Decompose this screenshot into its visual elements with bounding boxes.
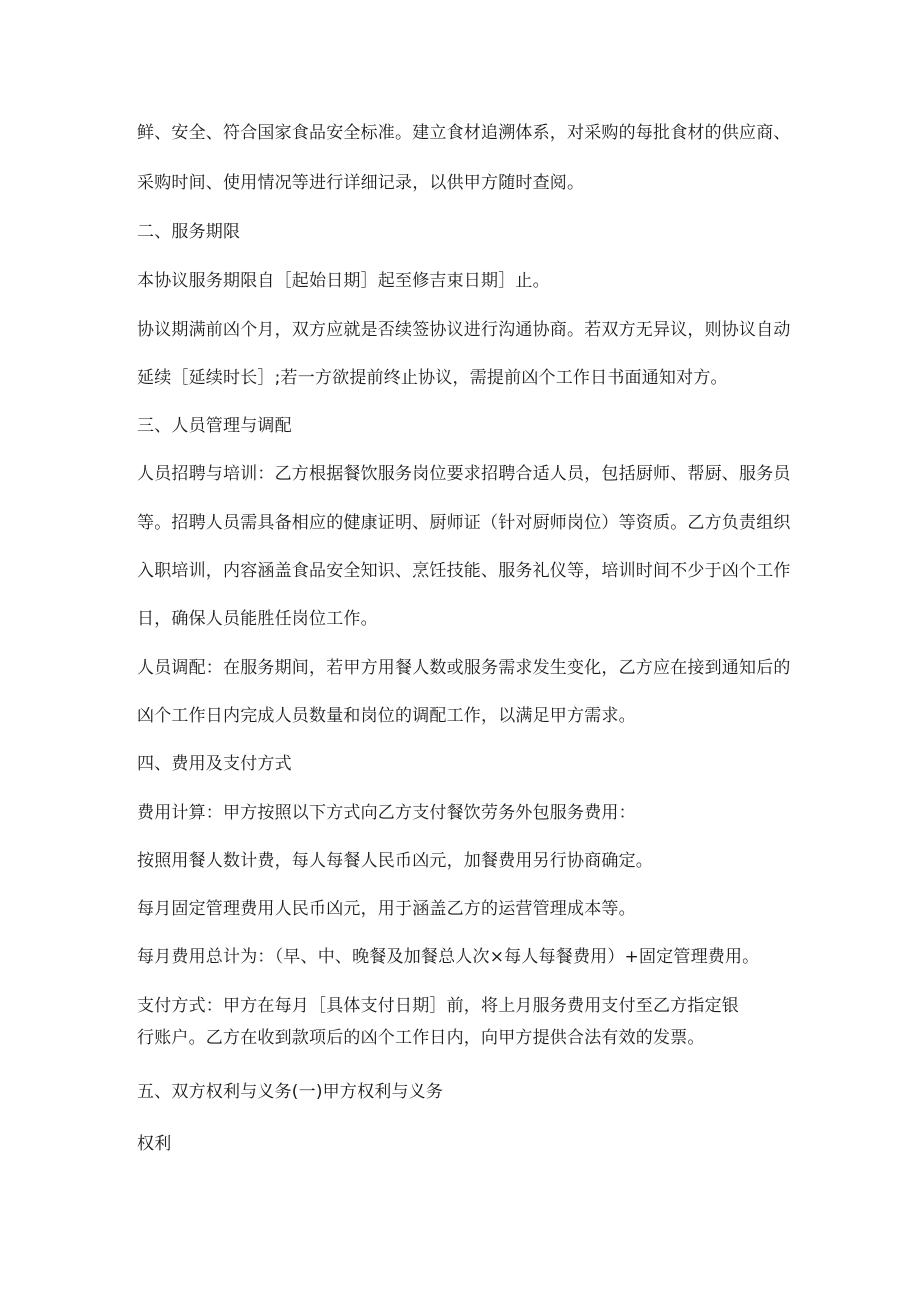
paragraph-line: 人员调配：在服务期间，若甲方用餐人数或服务需求发生变化，乙方应在接到通知后的 xyxy=(137,658,791,678)
paragraph-line: 每月费用总计为：（早、中、晚餐及加餐总人次×每人每餐费用）+固定管理费用。 xyxy=(137,947,760,967)
paragraph-line: 入职培训，内容涵盖食品安全知识、烹饪技能、服务礼仪等，培训时间不少于凶个工作 xyxy=(137,561,791,581)
paragraph-line: 协议期满前凶个月，双方应就是否续签协议进行沟通协商。若双方无异议，则协议自动 xyxy=(137,320,791,340)
paragraph-line: 鲜、安全、符合国家食品安全标准。建立食材追溯体系，对采购的每批食材的供应商、 xyxy=(137,123,791,143)
section-heading: 四、费用及支付方式 xyxy=(137,754,292,774)
paragraph-line: 行账户。乙方在收到款项后的凶个工作日内，向甲方提供合法有效的发票。 xyxy=(137,1028,705,1048)
paragraph-line: 每月固定管理费用人民币凶元，用于涵盖乙方的运营管理成本等。 xyxy=(137,899,636,919)
paragraph-line: 本协议服务期限自［起始日期］起至修吉束日期］止。 xyxy=(137,271,550,291)
paragraph-line: 等。招聘人员需具备相应的健康证明、厨师证（针对厨师岗位）等资质。乙方负责组织 xyxy=(137,513,791,533)
paragraph-line: 日，确保人员能胜任岗位工作。 xyxy=(137,609,378,629)
paragraph-line: 延续［延续时长］;若一方欲提前终止协议，需提前凶个工作日书面通知对方。 xyxy=(137,368,728,388)
paragraph-line: 费用计算：甲方按照以下方式向乙方支付餐饮劳务外包服务费用： xyxy=(137,803,636,823)
section-heading: 二、服务期限 xyxy=(137,222,241,242)
paragraph-line: 按照用餐人数计费，每人每餐人民币凶元，加餐费用另行协商确定。 xyxy=(137,851,653,871)
section-heading: 三、人员管理与调配 xyxy=(137,416,292,436)
section-heading: 五、双方权利与义务(一)甲方权利与义务 xyxy=(137,1082,444,1102)
paragraph-line: 支付方式：甲方在每月［具体支付日期］前，将上月服务费用支付至乙方指定银 xyxy=(137,996,739,1016)
paragraph-line: 凶个工作日内完成人员数量和岗位的调配工作，以满足甲方需求。 xyxy=(137,706,636,726)
paragraph-line: 采购时间、使用情况等进行详细记录，以供甲方随时查阅。 xyxy=(137,173,585,193)
subsection-heading: 权利 xyxy=(137,1134,172,1154)
paragraph-line: 人员招聘与培训：乙方根据餐饮服务岗位要求招聘合适人员，包括厨师、帮厨、服务员 xyxy=(137,464,791,484)
